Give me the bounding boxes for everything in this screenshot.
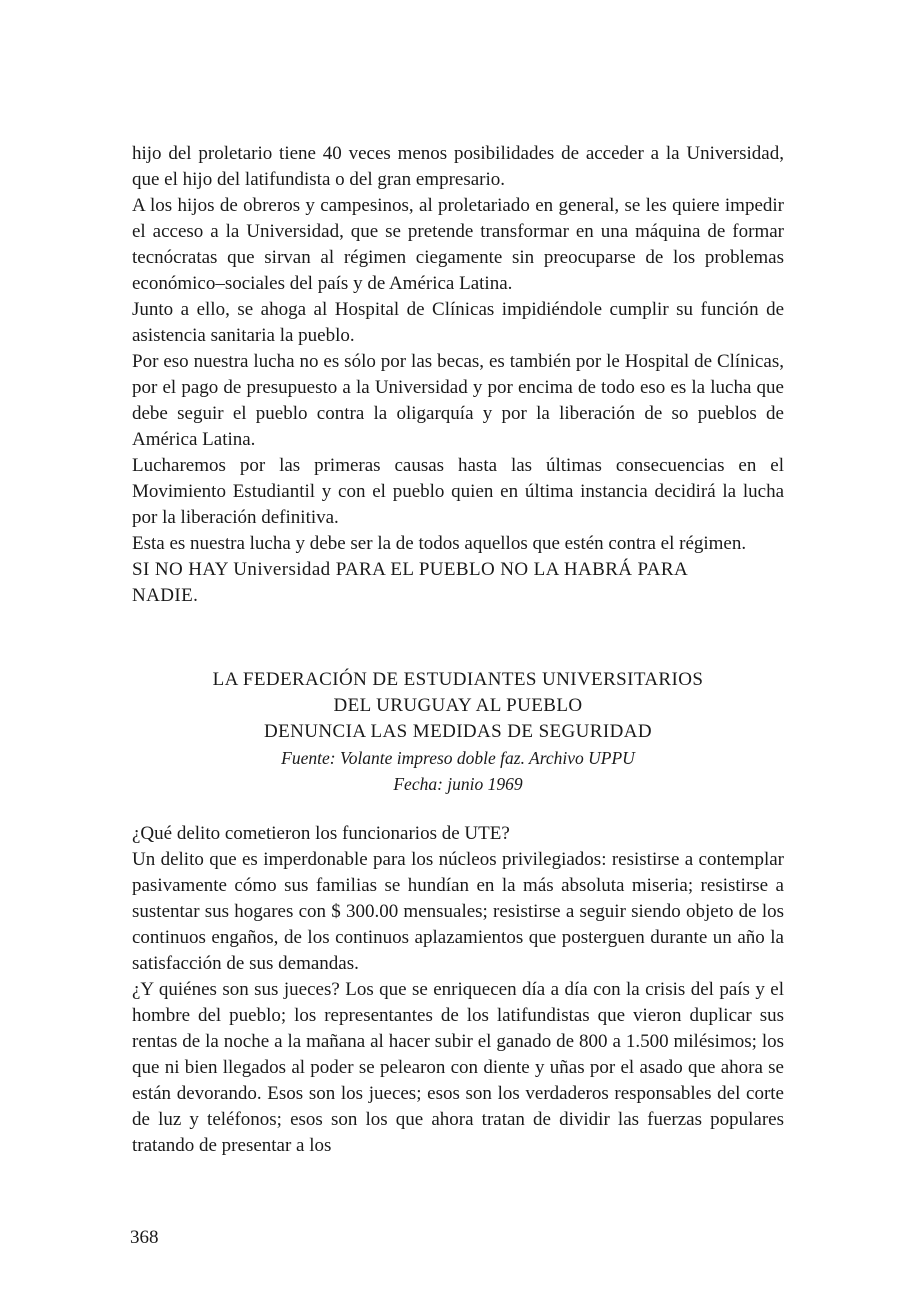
paragraph: Por eso nuestra lucha no es sólo por las becas, es también por le Hospital de Clínicas, por el pago de presupuesto a la Universidad y por encima de todo eso es la lucha que debe seguir el pueblo contra la oligarquía y por la liberación de so pueblos de América Latina. — [132, 351, 784, 450]
slogan-line: SI NO HAY Universidad PARA EL PUEBLO NO LA HABRÁ PARA — [132, 559, 689, 580]
heading-line: LA FEDERACIÓN DE ESTUDIANTES UNIVERSITARIOS — [212, 669, 704, 690]
heading-line: DEL URUGUAY AL PUEBLO — [333, 695, 583, 716]
heading-line: DENUNCIA LAS MEDIDAS DE SEGURIDAD — [264, 721, 652, 742]
paragraph: ¿Qué delito cometieron los funcionarios de UTE? — [132, 823, 510, 844]
page-body — [132, 141, 784, 1159]
paragraph: hijo del proletario tiene 40 veces menos posibilidades de acceder a la Universidad, que el hijo del latifundista o del gran empresario. — [132, 143, 784, 190]
source-note: Fuente: Volante impreso doble faz. Archivo UPPU — [281, 748, 635, 768]
paragraph: Esta es nuestra lucha y debe ser la de todos aquellos que estén contra el régimen. — [132, 533, 747, 554]
section-body — [132, 821, 784, 1159]
date-note: Fecha: junio 1969 — [393, 774, 523, 794]
paragraph: Junto a ello, se ahoga al Hospital de Clínicas impidiéndole cumplir su función de asistencia sanitaria la pueblo. — [132, 299, 784, 346]
paragraph: ¿Y quiénes son sus jueces? Los que se enriquecen día a día con la crisis del país y el hombre del pueblo; los representantes de los latifundistas que vieron duplicar sus rentas de la noche a la mañana al hacer subir el ganado de 800 a 1.500 milésimos; los que ni bien llegados al poder se pelearon con diente y uñas por el asado que ahora se están devorando. Esos son los jueces; esos son los verdaderos responsables del corte de luz y teléfonos; esos son los que ahora tratan de dividir las fuerzas populares tratando de presentar a los — [132, 979, 784, 1156]
section-heading — [132, 667, 784, 797]
slogan-line: NADIE. — [132, 585, 199, 606]
paragraph: Lucharemos por las primeras causas hasta las últimas consecuencias en el Movimiento Estudiantil y con el pueblo quien en última instancia decidirá la lucha por la liberación definitiva. — [132, 455, 784, 528]
paragraph: Un delito que es imperdonable para los núcleos privilegiados: resistirse a contemplar pasivamente cómo sus familias se hundían en la más absoluta miseria; resistirse a sustentar sus hogares con $ 300.00 mensuales; resistirse a seguir siendo objeto de los continuos engaños, de los continuos aplazamientos que posterguen durante un año la satisfacción de sus demandas. — [132, 849, 784, 974]
paragraph: A los hijos de obreros y campesinos, al proletariado en general, se les quiere impedir el acceso a la Universidad, que se pretende transformar en una máquina de formar tecnócratas que sirvan al régimen ciegamente sin preocuparse de los problemas económico–sociales del país y de América Latina. — [132, 195, 784, 294]
page-number: 368 — [130, 1227, 159, 1248]
